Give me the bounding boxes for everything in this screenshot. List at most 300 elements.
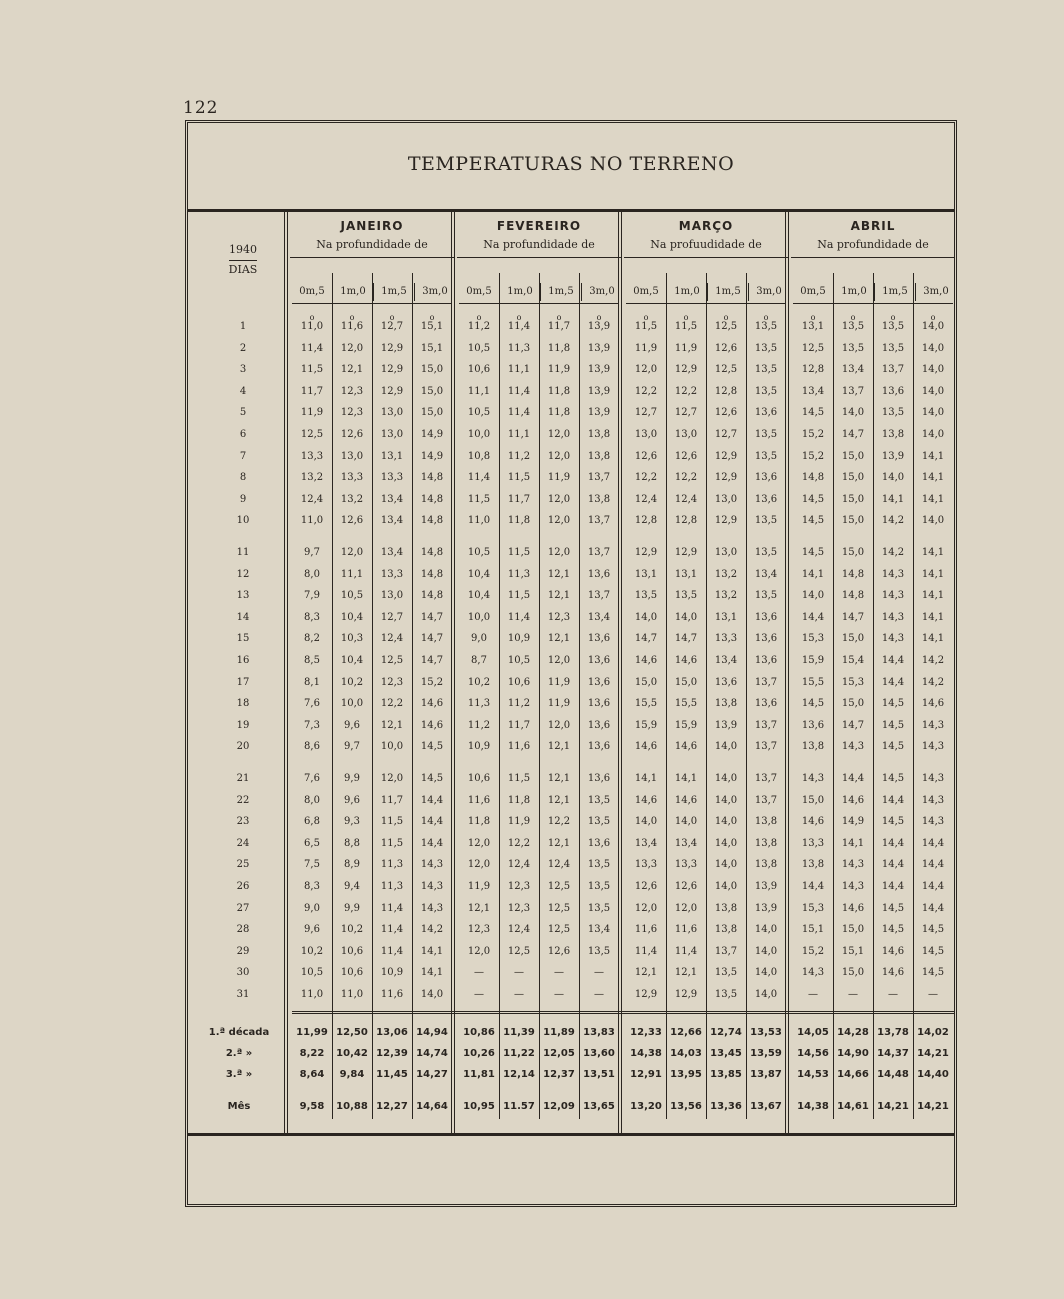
temperature-value: 13,5 [754, 429, 778, 440]
temperature-value: 14,8 [420, 547, 444, 558]
degree-mark: o [930, 313, 936, 322]
temperature-value: 12,7 [634, 407, 658, 419]
temperature-value: 14,6 [634, 794, 658, 806]
temperature-value: 14,5 [881, 816, 905, 828]
temperature-value: 14,0 [714, 816, 738, 828]
temperature-value: 14,5 [801, 493, 825, 505]
temperature-value: 15,3 [841, 676, 865, 688]
temperature-value: 14,6 [420, 698, 444, 710]
temperature-value: 13,7 [754, 676, 778, 688]
day-number: 11 [236, 547, 250, 558]
temperature-value: 15,2 [801, 450, 825, 462]
temperature-value: 12,0 [547, 515, 571, 527]
temperature-value: 14,5 [921, 967, 945, 979]
temperature-value: 12,0 [634, 902, 658, 914]
summary-value: 13,06 [376, 1027, 408, 1038]
temperature-value: 14,3 [420, 902, 444, 914]
summary-value: 12,74 [710, 1027, 742, 1038]
summary-value: 13,56 [670, 1101, 702, 1112]
temperature-value: 9,7 [304, 547, 320, 558]
summary-value: 13,59 [750, 1048, 782, 1059]
temperature-value: 12,7 [380, 611, 404, 623]
day-number: 3 [239, 364, 247, 376]
depth-header-row [292, 283, 455, 301]
temperature-value: 13,0 [340, 450, 364, 462]
temperature-value: 13,9 [587, 342, 611, 354]
temperature-value: 12,7 [674, 407, 698, 419]
temperature-value: 14,4 [881, 881, 905, 892]
temperature-value: 14,0 [714, 881, 738, 892]
temperature-value: 11,0 [300, 989, 324, 1000]
temperature-value: 14,0 [921, 364, 945, 376]
temperature-value: 14,6 [841, 902, 865, 914]
day-number: 22 [236, 794, 250, 806]
temperature-value: 11,1 [467, 385, 491, 397]
temperature-value: 14,4 [881, 859, 905, 871]
temperature-value: 12,6 [547, 945, 571, 957]
temperature-value: 10,4 [340, 655, 364, 666]
day-number: 14 [236, 611, 250, 623]
temperature-value: 11,5 [467, 493, 491, 505]
temperature-value: 14,8 [420, 568, 444, 580]
day-number: 9 [239, 493, 247, 505]
temperature-value: 12,1 [547, 568, 571, 580]
title-divider [188, 209, 954, 212]
temperature-value: 14,5 [801, 698, 825, 710]
temperature-value: 14,6 [674, 794, 698, 806]
summary-value: 14,21 [917, 1048, 949, 1059]
temperature-value: — [514, 989, 524, 1000]
temperature-value: 15,0 [420, 385, 444, 397]
summary-value: 13,85 [710, 1069, 742, 1080]
temperature-value: 15,2 [420, 676, 444, 688]
temperature-value: 13,9 [587, 321, 611, 332]
temperature-value: 11,8 [507, 794, 531, 806]
summary-value: 12,09 [543, 1101, 575, 1112]
table-row [188, 386, 948, 406]
temperature-value: 14,3 [801, 773, 825, 784]
summary-value: 14,90 [837, 1048, 869, 1059]
temperature-value: 12,9 [714, 515, 738, 527]
day-number: 5 [239, 407, 247, 419]
temperature-value: 7,9 [304, 590, 320, 602]
temperature-value: 14,4 [801, 881, 825, 892]
temperature-value: 11,4 [507, 321, 531, 332]
temperature-value: 10,9 [467, 741, 491, 753]
depth-header-row [626, 283, 789, 301]
table-row [188, 741, 948, 761]
temperature-value: 13,6 [754, 493, 778, 505]
temperature-value: 14,3 [921, 719, 945, 731]
temperature-value: 10,5 [467, 547, 491, 558]
temperature-value: 12,1 [547, 741, 571, 753]
summary-row [188, 1048, 948, 1068]
temperature-value: 15,0 [420, 364, 444, 376]
temperature-value: 11,7 [380, 794, 404, 806]
temperature-value: 13,8 [801, 741, 825, 753]
temperature-value: 13,5 [754, 385, 778, 397]
temperature-value: 10,2 [300, 945, 324, 957]
table-frame [185, 120, 957, 1207]
temperature-value: 14,7 [420, 655, 444, 666]
temperature-value: 12,0 [547, 493, 571, 505]
summary-row [188, 1027, 948, 1047]
summary-value: 14,61 [837, 1101, 869, 1112]
temperature-value: 9,0 [471, 633, 487, 645]
summary-value: 13,51 [583, 1069, 615, 1080]
days-label: DIAS [213, 263, 273, 276]
temperature-value: 11,9 [300, 407, 324, 419]
temperature-value: 11,4 [507, 407, 531, 419]
temperature-value: 13,5 [714, 967, 738, 979]
table-row [188, 698, 948, 718]
degree-mark: o [850, 313, 856, 322]
temperature-value: 12,1 [547, 633, 571, 645]
table-row [188, 838, 948, 858]
temperature-value: 14,0 [921, 407, 945, 419]
temperature-value: 14,4 [420, 816, 444, 828]
temperature-value: 12,6 [714, 407, 738, 419]
summary-value: 12,39 [376, 1048, 408, 1059]
table-row [188, 451, 948, 471]
temperature-value: 12,0 [547, 719, 571, 731]
temperature-value: 12,5 [714, 364, 738, 376]
table-row [188, 515, 948, 535]
temperature-value: 12,1 [674, 967, 698, 979]
temperature-value: 12,3 [340, 385, 364, 397]
temperature-value: 11,9 [634, 342, 658, 354]
temperature-value: 13,4 [380, 493, 404, 505]
day-number: 7 [239, 450, 247, 462]
temperature-value: 11,4 [380, 924, 404, 936]
summary-divider [292, 1011, 954, 1014]
depth-label: 0m,5 [800, 286, 826, 297]
temperature-value: 14,0 [714, 773, 738, 784]
day-number: 23 [236, 816, 250, 828]
summary-label: Mês [227, 1101, 251, 1112]
day-number: 27 [236, 902, 250, 914]
degree-mark: o [890, 313, 896, 322]
summary-value: 14,37 [877, 1048, 909, 1059]
temperature-value: 14,3 [841, 741, 865, 753]
temperature-value: 6,5 [304, 837, 320, 849]
temperature-value: 12,9 [674, 364, 698, 376]
temperature-value: 14,9 [420, 429, 444, 440]
day-number: 15 [236, 633, 250, 645]
temperature-value: 13,9 [881, 450, 905, 462]
temperature-value: 13,6 [587, 676, 611, 688]
temperature-value: 13,3 [674, 859, 698, 871]
temperature-value: 6,8 [304, 816, 320, 828]
temperature-value: 12,5 [507, 945, 531, 957]
temperature-value: 14,6 [634, 741, 658, 753]
temperature-value: 12,0 [467, 945, 491, 957]
summary-value: 14,21 [917, 1101, 949, 1112]
table-row [188, 321, 948, 341]
temperature-value: 13,5 [881, 407, 905, 419]
temperature-value: 10,5 [300, 967, 324, 979]
temperature-value: 14,5 [801, 515, 825, 527]
summary-value: 9,84 [339, 1069, 365, 1080]
temperature-value: 11,6 [674, 924, 698, 936]
temperature-value: 9,3 [344, 816, 360, 828]
temperature-value: 12,1 [380, 719, 404, 731]
temperature-value: 11,2 [467, 321, 491, 332]
temperature-value: 12,2 [380, 698, 404, 710]
depth-label: 3m,0 [748, 283, 789, 301]
temperature-value: 14,4 [921, 881, 945, 892]
temperature-value: 12,9 [714, 472, 738, 484]
temperature-value: 13,6 [754, 633, 778, 645]
temperature-value: 13,3 [380, 472, 404, 484]
temperature-value: 15,0 [420, 407, 444, 419]
temperature-value: 12,0 [547, 655, 571, 666]
temperature-value: — [848, 989, 858, 1000]
temperature-value: 14,5 [801, 547, 825, 558]
temperature-value: 11,1 [507, 429, 531, 440]
temperature-value: 12,4 [507, 859, 531, 871]
temperature-value: 12,3 [507, 902, 531, 914]
temperature-value: 14,7 [841, 429, 865, 440]
summary-value: 11,99 [296, 1027, 328, 1038]
temperature-value: 14,1 [921, 450, 945, 462]
temperature-value: — [928, 989, 938, 1000]
temperature-value: 14,8 [420, 515, 444, 527]
temperature-value: 12,8 [674, 515, 698, 527]
temperature-value: 14,4 [420, 837, 444, 849]
temperature-value: 15,0 [634, 676, 658, 688]
temperature-value: 14,8 [420, 493, 444, 505]
temperature-value: 10,6 [340, 967, 364, 979]
summary-label: 2.ª » [225, 1048, 253, 1059]
temperature-value: 13,1 [634, 568, 658, 580]
temperature-value: 14,3 [921, 816, 945, 828]
temperature-value: 15,3 [801, 633, 825, 645]
table-row [188, 343, 948, 363]
temperature-value: 8,8 [344, 837, 360, 849]
temperature-value: 12,0 [547, 547, 571, 558]
temperature-value: 14,5 [881, 924, 905, 936]
temperature-value: 14,5 [420, 741, 444, 753]
table-row [188, 364, 948, 384]
temperature-value: 13,5 [587, 902, 611, 914]
degree-mark: o [349, 313, 355, 322]
degree-mark: o [643, 313, 649, 322]
temperature-value: 11,9 [507, 816, 531, 828]
temperature-value: 11,6 [380, 989, 404, 1000]
temperature-value: 14,5 [881, 902, 905, 914]
day-number: 4 [239, 385, 247, 397]
temperature-value: 14,5 [881, 698, 905, 710]
temperature-value: 11,6 [507, 741, 531, 753]
summary-value: 14,02 [917, 1027, 949, 1038]
temperature-value: 13,8 [754, 859, 778, 871]
depth-label: 0m,5 [299, 286, 325, 297]
temperature-value: 14,6 [841, 794, 865, 806]
temperature-value: 13,8 [754, 837, 778, 849]
table-row [188, 773, 948, 793]
temperature-value: 13,5 [841, 342, 865, 354]
temperature-value: 12,2 [634, 472, 658, 484]
temperature-value: 11,9 [547, 472, 571, 484]
temperature-value: — [514, 967, 524, 979]
day-number: 8 [239, 472, 247, 484]
temperature-value: 11,0 [300, 321, 324, 332]
temperature-value: 14,1 [921, 633, 945, 645]
temperature-value: — [808, 989, 818, 1000]
temperature-value: 13,5 [841, 321, 865, 332]
temperature-value: 11,0 [340, 989, 364, 1000]
temperature-value: 13,9 [754, 881, 778, 892]
temperature-value: 13,5 [587, 881, 611, 892]
depth-header-row [459, 283, 622, 301]
table-row [188, 407, 948, 427]
day-number: 12 [236, 568, 250, 580]
temperature-value: 14,3 [881, 633, 905, 645]
summary-value: 13,53 [750, 1027, 782, 1038]
temperature-value: 13,4 [754, 568, 778, 580]
temperature-value: 14,2 [921, 655, 945, 666]
summary-value: 12,27 [376, 1101, 408, 1112]
temperature-value: 13,4 [380, 547, 404, 558]
degree-mark: o [476, 313, 482, 322]
temperature-value: 13,6 [587, 719, 611, 731]
summary-value: 14,27 [416, 1069, 448, 1080]
temperature-value: 7,6 [304, 698, 320, 710]
temperature-value: 11,4 [674, 945, 698, 957]
temperature-value: — [554, 967, 564, 979]
temperature-value: 14,7 [674, 633, 698, 645]
temperature-value: 14,0 [714, 741, 738, 753]
table-row [188, 633, 948, 653]
temperature-value: — [594, 967, 604, 979]
temperature-value: 13,7 [754, 794, 778, 806]
temperature-value: 15,0 [801, 794, 825, 806]
temperature-value: 13,5 [587, 794, 611, 806]
month-name: MARÇO [678, 219, 734, 233]
depth-brace [791, 257, 955, 264]
summary-value: 12,37 [543, 1069, 575, 1080]
summary-value: 13,67 [750, 1101, 782, 1112]
temperature-value: 14,1 [921, 590, 945, 602]
temperature-value: 14,8 [420, 590, 444, 602]
temperature-value: 13,8 [587, 493, 611, 505]
temperature-value: 14,0 [754, 989, 778, 1000]
temperature-value: 13,9 [754, 902, 778, 914]
temperature-value: 12,6 [674, 450, 698, 462]
temperature-value: 11,8 [547, 407, 571, 419]
day-number: 1 [239, 321, 247, 332]
temperature-value: 13,8 [587, 450, 611, 462]
temperature-value: 13,9 [587, 385, 611, 397]
temperature-value: 11,0 [467, 515, 491, 527]
temperature-value: 11,1 [340, 568, 364, 580]
temperature-value: 13,5 [881, 321, 905, 332]
temperature-value: 13,8 [754, 816, 778, 828]
depth-label: 1m,0 [666, 283, 707, 301]
temperature-value: 13,6 [754, 472, 778, 484]
temperature-value: 12,2 [674, 385, 698, 397]
temperature-value: 13,6 [754, 698, 778, 710]
temperature-value: 11,9 [674, 342, 698, 354]
temperature-value: 13,7 [587, 472, 611, 484]
temperature-value: 14,1 [674, 773, 698, 784]
temperature-value: 11,9 [547, 676, 571, 688]
degree-mark: o [429, 313, 435, 322]
temperature-value: 12,4 [380, 633, 404, 645]
temperature-value: 13,6 [587, 633, 611, 645]
temperature-value: 12,2 [547, 816, 571, 828]
temperature-value: 11,5 [634, 321, 658, 332]
temperature-value: 12,8 [634, 515, 658, 527]
temperature-value: 13,4 [587, 611, 611, 623]
summary-value: 13,83 [583, 1027, 615, 1038]
temperature-value: 14,0 [921, 321, 945, 332]
temperature-value: 11,5 [674, 321, 698, 332]
temperature-value: 9,6 [344, 719, 360, 731]
depth-label: 1m,5 [874, 283, 915, 301]
temperature-value: 8,6 [304, 741, 320, 753]
temperature-value: 15,1 [420, 321, 444, 332]
temperature-value: 13,5 [754, 321, 778, 332]
temperature-value: 13,6 [587, 698, 611, 710]
temperature-value: 10,6 [467, 364, 491, 376]
temperature-value: 12,0 [340, 547, 364, 558]
month-subtitle: Na profundidade de [483, 238, 595, 251]
temperature-value: 8,9 [344, 859, 360, 871]
temperature-value: 14,6 [881, 945, 905, 957]
temperature-value: 13,5 [674, 590, 698, 602]
temperature-value: 14,5 [921, 945, 945, 957]
temperature-value: 13,0 [714, 493, 738, 505]
depth-brace [457, 257, 621, 264]
temperature-value: 12,0 [467, 837, 491, 849]
temperature-value: 14,0 [754, 924, 778, 936]
temperature-value: 13,8 [801, 859, 825, 871]
temperature-value: 13,0 [714, 547, 738, 558]
temperature-value: 12,0 [547, 450, 571, 462]
temperature-value: 14,0 [841, 407, 865, 419]
month-header-3 [624, 219, 788, 264]
temperature-value: 14,7 [841, 719, 865, 731]
temperature-value: 14,7 [420, 611, 444, 623]
depth-label: 3m,0 [915, 283, 956, 301]
degree-mark: o [516, 313, 522, 322]
temperature-value: 11,9 [467, 881, 491, 892]
month-header-1 [290, 219, 454, 264]
temperature-value: 11,5 [300, 364, 324, 376]
temperature-value: 10,8 [467, 450, 491, 462]
temperature-value: 13,2 [714, 568, 738, 580]
day-number: 16 [236, 655, 250, 666]
temperature-value: 14,1 [921, 493, 945, 505]
depth-label: 0m,5 [466, 286, 492, 297]
temperature-value: 9,6 [304, 924, 320, 936]
temperature-value: 15,5 [674, 698, 698, 710]
depth-label: 0m,5 [633, 286, 659, 297]
temperature-value: 10,2 [340, 924, 364, 936]
day-number: 30 [236, 967, 250, 979]
summary-value: 10,95 [463, 1101, 495, 1112]
depth-label: 1m,5 [540, 283, 581, 301]
temperature-value: — [554, 989, 564, 1000]
temperature-value: 13,0 [674, 429, 698, 440]
temperature-value: 13,8 [881, 429, 905, 440]
temperature-value: 12,3 [547, 611, 571, 623]
summary-value: 10,88 [336, 1101, 368, 1112]
temperature-value: 13,5 [714, 989, 738, 1000]
depth-brace [290, 257, 454, 264]
